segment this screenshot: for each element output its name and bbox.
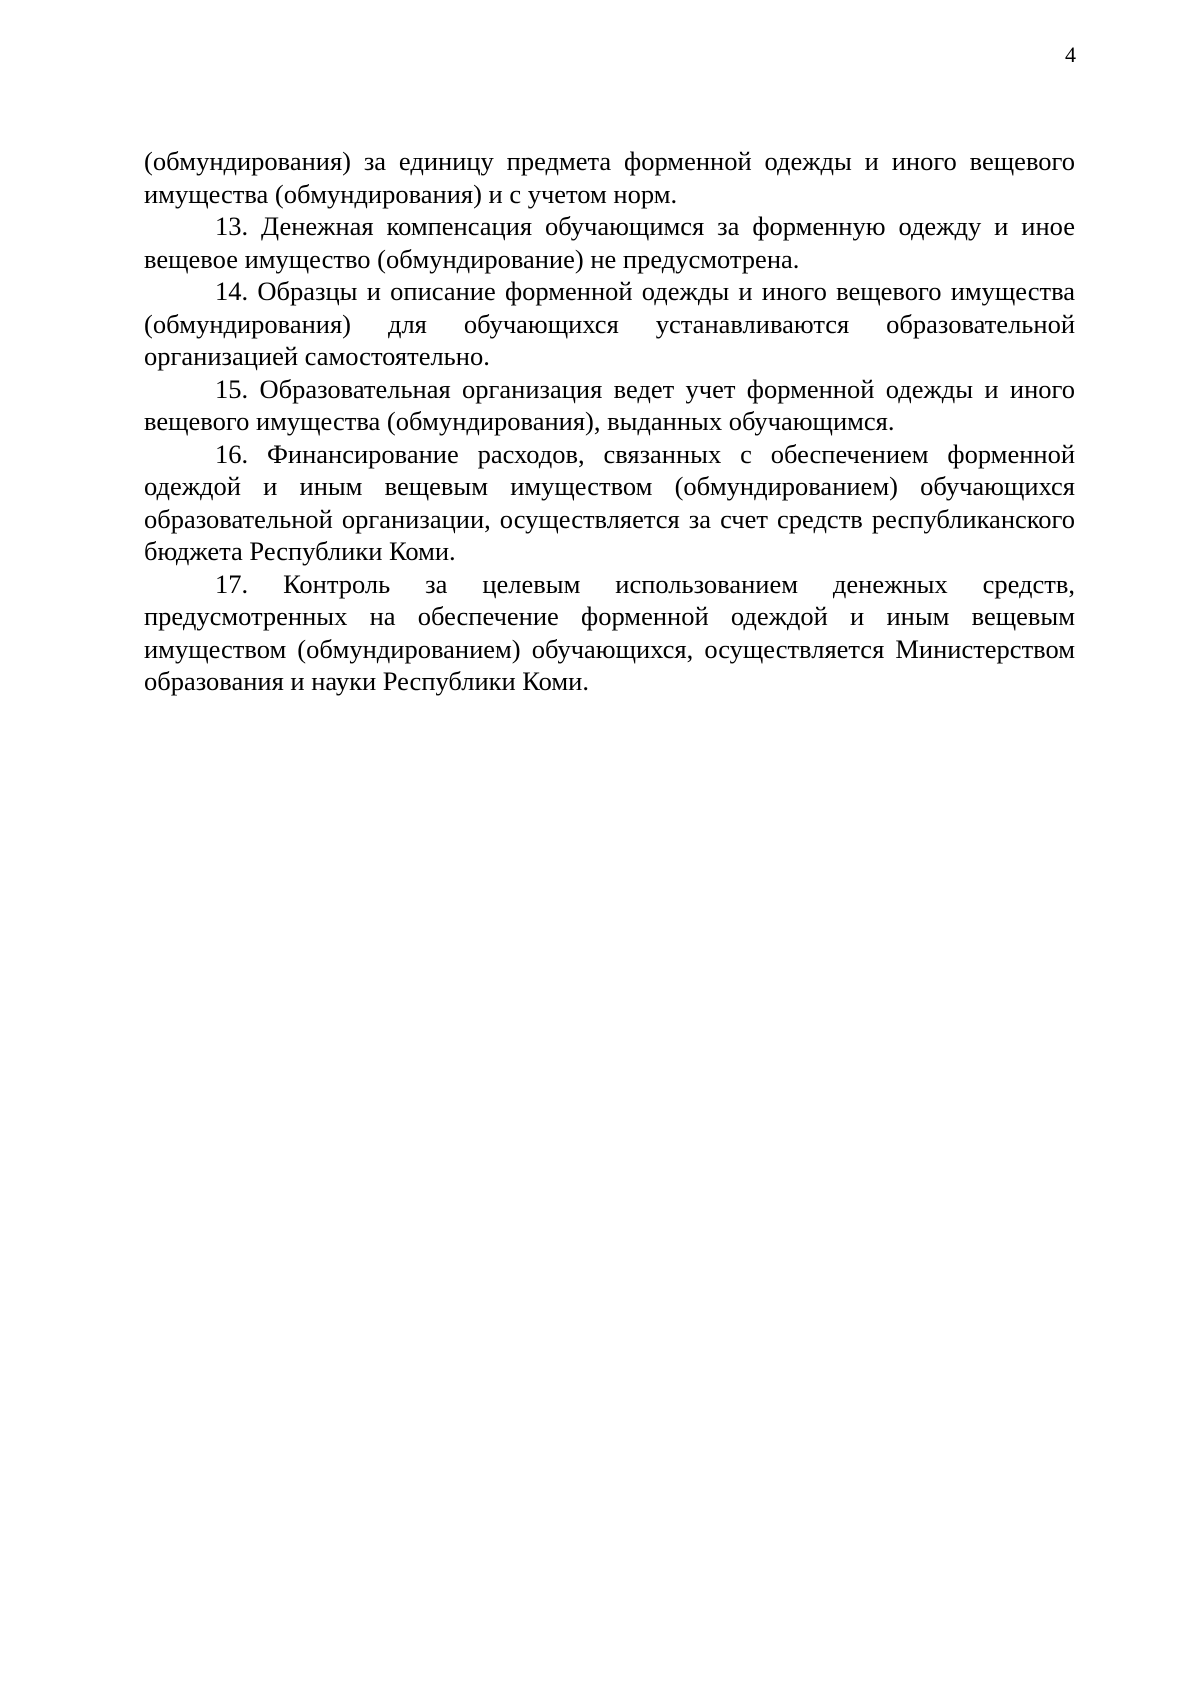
page-number: 4 xyxy=(1065,42,1076,67)
paragraph-16: 16. Финансирование расходов, связанных с обеспечением форменной одеждой и иным вещевым имуществом (обмундированием) обучающихся образовательной организации, осуществляется за счет средств республиканского бюджета Республики Коми. xyxy=(144,438,1075,566)
paragraph-17: 17. Контроль за целевым использованием денежных средств, предусмотренных на обеспечение форменной одеждой и иным вещевым имуществом (обмундированием) обучающихся, осуществляется Министерством образования и науки Республики Коми. xyxy=(144,568,1075,696)
paragraph-15: 15. Образовательная организация ведет учет форменной одежды и иного вещевого имущества (обмундирования), выданных обучающимся. xyxy=(144,373,1075,436)
paragraph-14: 14. Образцы и описание форменной одежды и иного вещевого имущества (обмундирования) для обучающихся устанавливаются образовательной организацией самостоятельно. xyxy=(144,276,1075,371)
paragraph-12-continuation: (обмундирования) за единицу предмета форменной одежды и иного вещевого имущества (обмундирования) и с учетом норм. xyxy=(144,146,1075,209)
paragraph-13: 13. Денежная компенсация обучающимся за форменную одежду и иное вещевое имущество (обмундирование) не предусмотрена. xyxy=(144,211,1075,274)
document-body xyxy=(144,145,1075,698)
